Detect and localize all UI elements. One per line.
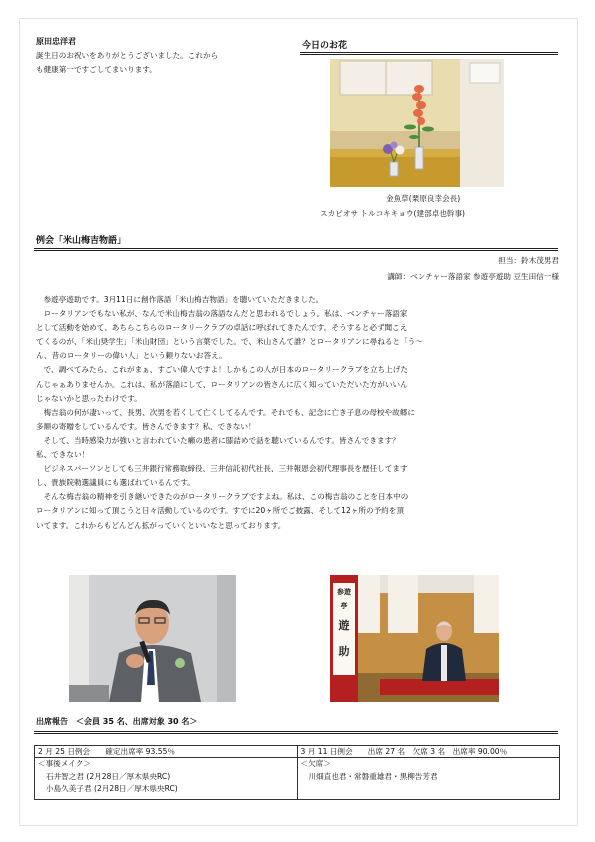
body-paragraph: し、貴族院勅選議員にも選ばれているんです。 bbox=[36, 478, 195, 488]
body-paragraph: ロータリアンでもない私が、なんで米山梅吉翁の落語なんだと思われるでしょう。私は、ベンチャー落語家 bbox=[36, 309, 408, 319]
meeting-host: 担当：鈴木茂男君 bbox=[498, 256, 559, 265]
body-paragraph: 多額の寄贈をしているんです。皆さんできます？私、できない！ bbox=[36, 421, 256, 431]
makeup-cell bbox=[35, 758, 298, 800]
newsletter-page bbox=[19, 18, 578, 826]
body-paragraph: として活動を始めて、あちらこちらのロータリークラブの卓話に呼ばれてきたんです。そうすると必ず聞こえ bbox=[36, 323, 408, 333]
absent-cell bbox=[297, 758, 560, 800]
body-paragraph: で、調べてみたら、これがまぁ、すごい偉人ですよ！しかもこの人が日本のロータリークラブを立ち上げた bbox=[36, 365, 408, 375]
makeup-label: ＜事後メイク＞ bbox=[38, 759, 91, 768]
greeting-line-1: 誕生日のお祝いをありがとうございました。これから bbox=[36, 51, 219, 60]
flower-caption-2: スカビオサ トルコキキョウ(建部卓也幹事) bbox=[320, 209, 466, 218]
flower-caption-1: 金魚草(栗原良幸会長) bbox=[386, 194, 461, 203]
flowers-heading-rule bbox=[300, 52, 558, 55]
body-paragraph: じゃないかと思ったわけです。 bbox=[36, 393, 142, 403]
absent-names: 川畑直也君・常磐重雄君・黒柳告芳君 bbox=[308, 771, 438, 781]
body-paragraph: そんな梅吉翁の精神を引き継いできたのがロータリークラブですよね。私は、この梅吉翁のことを日本中の bbox=[36, 492, 409, 502]
meeting-heading: 例会「米山梅吉物語」 bbox=[36, 236, 127, 246]
flower-photo bbox=[330, 59, 504, 187]
absent-label: ＜欠席＞ bbox=[300, 759, 331, 768]
greeting-line-2: も健康第一ですごしてまいります。 bbox=[36, 65, 157, 74]
meeting-heading-rule bbox=[34, 248, 558, 251]
attendance-table bbox=[34, 745, 560, 800]
makeup-item: 石井智之君 (2月28日／厚木県央RC) bbox=[46, 771, 171, 781]
body-paragraph: ロータリアンに知って頂こうと日々活動しているのです。すでに20ヶ所でご披露、そして12ヶ所の予約を頂 bbox=[36, 506, 404, 516]
body-paragraph: ビジネスパーソンとしても三井銀行常務取締役、三井信託初代社長、三井報恩会初代理事長を歴任してます bbox=[36, 464, 408, 474]
body-paragraph: てくるのが、「米山奨学生」「米山財団」という言葉でした。で、米山さんて誰？とロータリアンに尋ねると「う～ bbox=[36, 337, 423, 347]
makeup-item: 小島久美子君 (2月28日／厚木県央RC) bbox=[46, 784, 178, 793]
mar-11-header: 3 月 11 日例会 出席 27 名 欠席 3 名 出席率 90.00％ bbox=[297, 746, 560, 758]
body-paragraph: 私、できない！ bbox=[36, 450, 90, 460]
feb-25-header: 2 月 25 日例会 確定出席率 93.55％ bbox=[35, 746, 298, 758]
banner-char: 参遊亭 bbox=[337, 588, 351, 610]
banner-text bbox=[334, 585, 354, 665]
banner-char: 助 bbox=[338, 645, 350, 658]
greeting-name: 原田忠洋君 bbox=[36, 37, 76, 46]
attendance-heading: 出席報告 ＜会員 35 名、出席対象 30 名＞ bbox=[36, 717, 198, 726]
body-paragraph: ん、昔のロータリーの偉い人」という頼りないお答え。 bbox=[36, 351, 227, 361]
body-paragraph: 梅吉翁の何が凄いって、長男、次男を若くして亡くしてるんです。それでも、記念に亡き子息の母校や故郷に bbox=[36, 407, 415, 417]
body-paragraph: そして、当時感染力が強いと言われていた癩の患者に膝詰めで話を聴いているんです。皆さんできます？ bbox=[36, 435, 400, 445]
meeting-body bbox=[36, 293, 560, 533]
rakugo-stage-photo bbox=[330, 575, 499, 702]
body-paragraph: んじゃぁありませんか。これは、私が落語にして、ロータリアンの皆さんに広く知っていただいた方がいいん bbox=[36, 379, 408, 389]
body-paragraph: 参遊亭遊助です。3月11日に創作落語「米山梅吉物語」を聴いていただきました。 bbox=[36, 295, 324, 304]
flowers-heading: 今日のお花 bbox=[302, 41, 348, 51]
body-paragraph: いてます。これからもどんどん拡がっていくといいなと思っております。 bbox=[36, 520, 286, 530]
attendance-heading-rule bbox=[34, 731, 558, 734]
meeting-speaker: 講師：ベンチャー落語家 参遊亭遊助 豆生田信一様 bbox=[387, 272, 559, 281]
speaker-photo bbox=[69, 575, 236, 702]
banner-char: 遊 bbox=[338, 619, 350, 632]
